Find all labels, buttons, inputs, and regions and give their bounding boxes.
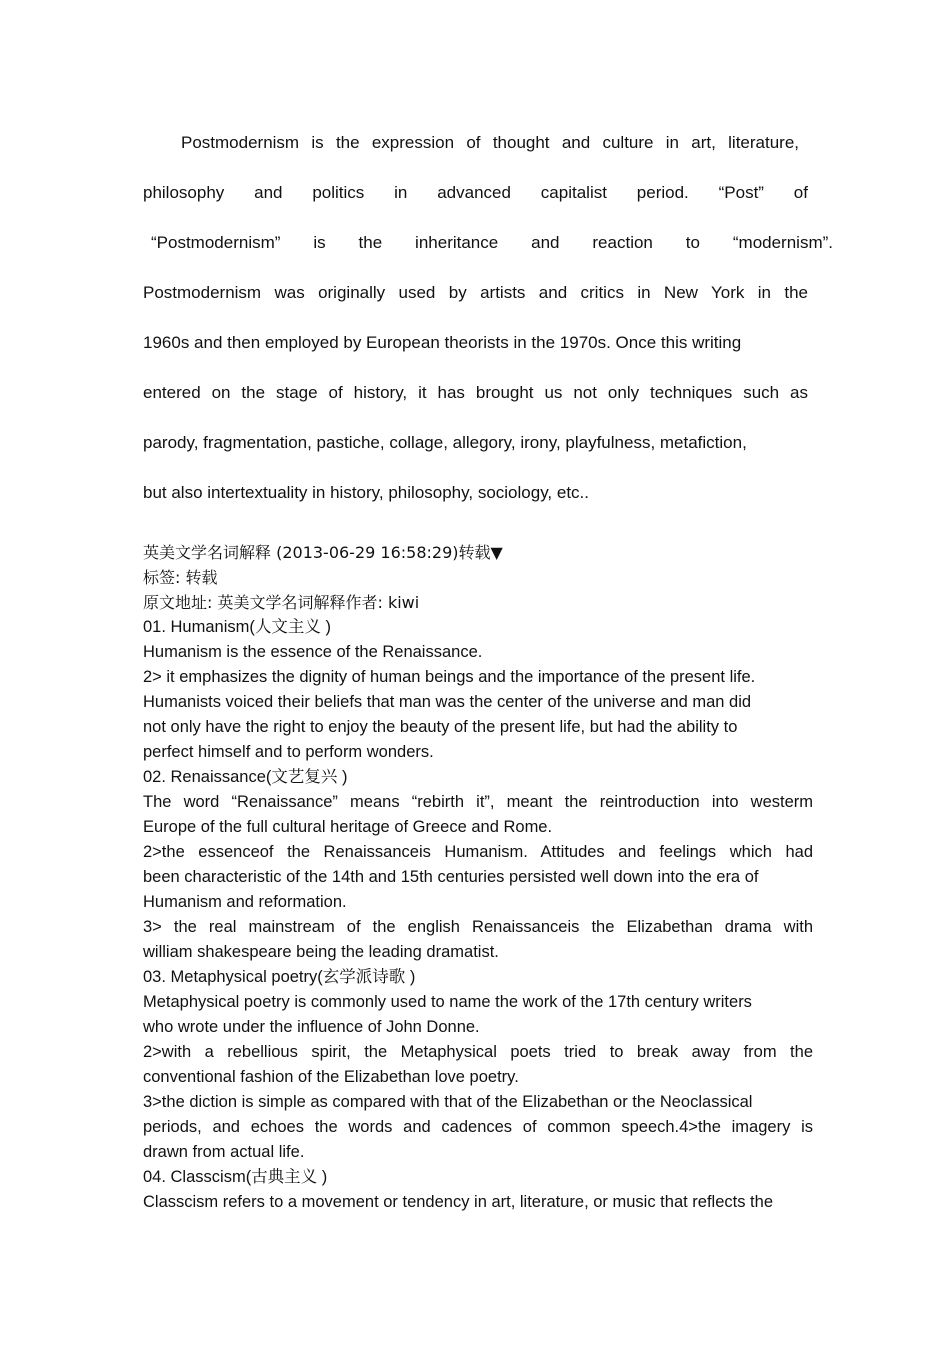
- intro-line: entered on the stage of history, it has brought us not only techniques such as: [143, 383, 808, 402]
- entry-line: Europe of the full cultural heritage of Greece and Rome.: [143, 818, 553, 836]
- entry-line: 2>the essenceof the Renaissanceis Humanism. Attitudes and feelings which had: [143, 843, 813, 861]
- entry-line: not only have the right to enjoy the beauty of the present life, but had the ability to: [143, 718, 738, 736]
- entry-line: Humanism and reformation.: [143, 893, 347, 911]
- intro-line: Postmodernism is the expression of thought and culture in art, literature,: [181, 133, 799, 152]
- intro-line: 1960s and then employed by European theorists in the 1970s. Once this writing: [143, 333, 742, 352]
- entry-heading: 03. Metaphysical poetry(玄学派诗歌 ): [143, 968, 416, 986]
- entry-line: periods, and echoes the words and cadences of common speech.4>the imagery is: [143, 1118, 813, 1136]
- intro-line: Postmodernism was originally used by artists and critics in New York in the: [143, 283, 808, 302]
- entry-heading: 01. Humanism(人文主义 ): [143, 618, 331, 636]
- entry-line: 2>with a rebellious spirit, the Metaphysical poets tried to break away from the: [143, 1043, 813, 1061]
- entry-heading: 04. Classcism(古典主义 ): [143, 1168, 328, 1186]
- entry-line: The word “Renaissance” means “rebirth it”, meant the reintroduction into westerm: [143, 793, 813, 811]
- entry-line: 3> the real mainstream of the english Renaissanceis the Elizabethan drama with: [143, 918, 813, 936]
- entry-line: 3>the diction is simple as compared with that of the Elizabethan or the Neoclassical: [143, 1093, 753, 1111]
- post-title: 英美文学名词解释 (2013-06-29 16:58:29)转载▼: [143, 543, 503, 562]
- entry-line: Metaphysical poetry is commonly used to name the work of the 17th century writers: [143, 993, 752, 1011]
- intro-line: but also intertextuality in history, philosophy, sociology, etc..: [143, 483, 590, 502]
- entry-line: 2> it emphasizes the dignity of human beings and the importance of the present life.: [143, 668, 756, 686]
- entry-line: Classcism refers to a movement or tendency in art, literature, or music that reflects the: [143, 1193, 773, 1211]
- intro-line: parody, fragmentation, pastiche, collage, allegory, irony, playfulness, metafiction,: [143, 433, 747, 452]
- entry-line: perfect himself and to perform wonders.: [143, 743, 434, 761]
- post-tags: 标签: 转载: [143, 568, 218, 587]
- entry-line: who wrote under the influence of John Donne.: [143, 1018, 480, 1036]
- entry-line: drawn from actual life.: [143, 1143, 305, 1161]
- entry-line: Humanists voiced their beliefs that man was the center of the universe and man did: [143, 693, 752, 711]
- glossary-body: [143, 540, 813, 1215]
- entry-line: Humanism is the essence of the Renaissance.: [143, 643, 483, 661]
- entry-line: william shakespeare being the leading dramatist.: [143, 943, 499, 961]
- intro-line: “Postmodernism” is the inheritance and reaction to “modernism”.: [151, 233, 833, 252]
- entry-line: been characteristic of the 14th and 15th centuries persisted well down into the era of: [143, 868, 759, 886]
- entry-line: conventional fashion of the Elizabethan love poetry.: [143, 1068, 519, 1086]
- intro-line: philosophy and politics in advanced capitalist period. “Post” of: [143, 183, 808, 202]
- post-source: 原文地址: 英美文学名词解释作者: kiwi: [143, 593, 420, 612]
- entry-heading: 02. Renaissance(文艺复兴 ): [143, 768, 348, 786]
